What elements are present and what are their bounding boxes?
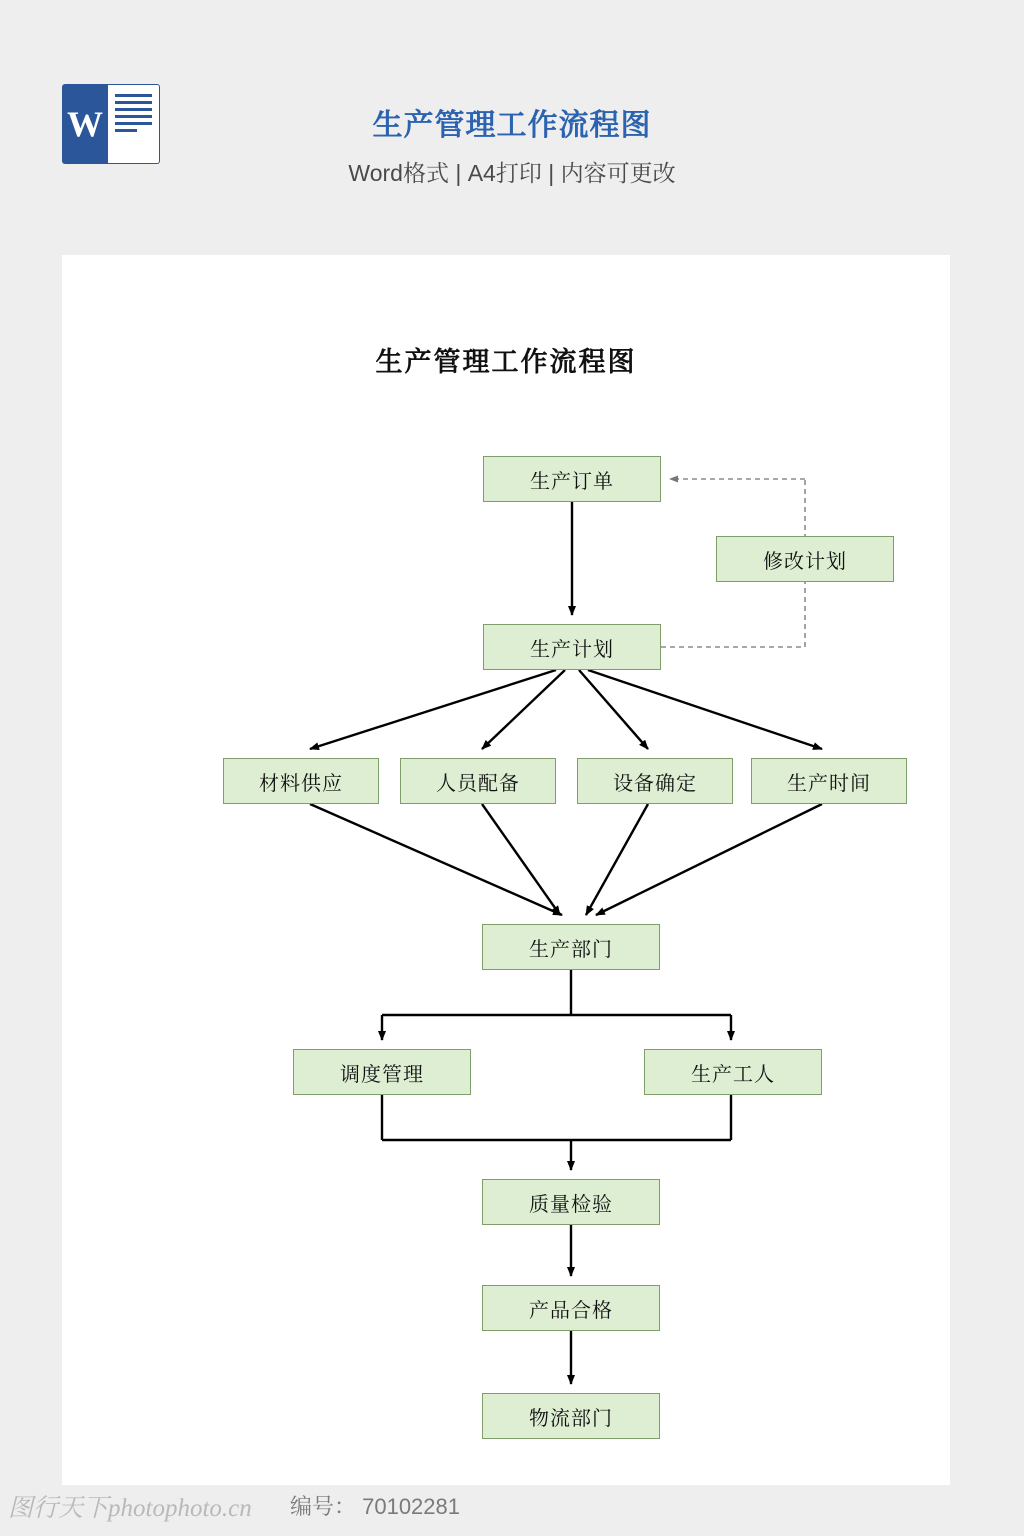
document-number: 编号： 70102281 [290, 1494, 460, 1519]
page-footer [0, 1488, 1024, 1536]
logo-line [115, 94, 152, 97]
flow-node-production-worker[interactable]: 生产工人 [644, 1049, 822, 1095]
header-title: 生产管理工作流程图 [372, 109, 652, 142]
document-page [62, 255, 950, 1485]
flow-node-quality-inspection[interactable]: 质量检验 [482, 1179, 660, 1225]
flow-node-dispatch-management[interactable]: 调度管理 [293, 1049, 471, 1095]
flow-node-product-qualified[interactable]: 产品合格 [482, 1285, 660, 1331]
flow-node-material-supply[interactable]: 材料供应 [223, 758, 379, 804]
watermark-text: 图行天下photophoto.cn [8, 1495, 252, 1522]
diagram-title: 生产管理工作流程图 [375, 347, 637, 377]
page-header [0, 0, 1024, 255]
flow-node-equipment[interactable]: 设备确定 [577, 758, 733, 804]
flow-node-logistics-department[interactable]: 物流部门 [482, 1393, 660, 1439]
flow-node-production-department[interactable]: 生产部门 [482, 924, 660, 970]
word-logo-letter: W [62, 84, 108, 164]
header-subtitle: Word格式 | A4打印 | 内容可更改 [348, 160, 676, 186]
flow-node-order[interactable]: 生产订单 [483, 456, 661, 502]
flow-node-production-time[interactable]: 生产时间 [751, 758, 907, 804]
flow-node-staffing[interactable]: 人员配备 [400, 758, 556, 804]
flow-node-production-plan[interactable]: 生产计划 [483, 624, 661, 670]
flow-node-revise-plan[interactable]: 修改计划 [716, 536, 894, 582]
